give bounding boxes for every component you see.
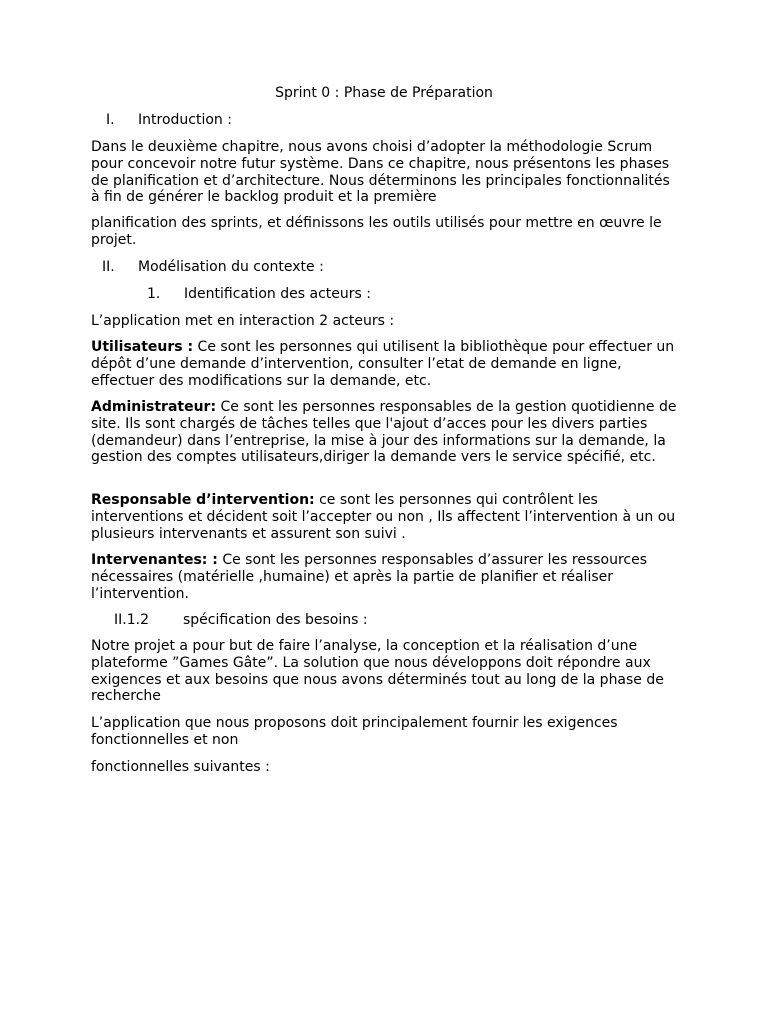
heading-label: spécification des besoins :	[183, 612, 368, 628]
actor-text: ce sont les personnes qui contrôlent les interventions et décident soit l’accepter ou non , Ils affectent l’intervention à un ou plusieurs intervenants et assurent son suivi .	[91, 492, 676, 542]
heading-number: 1.	[147, 286, 161, 302]
heading-introduction	[106, 112, 232, 129]
actor-description	[91, 492, 679, 542]
paragraph-spec-3: fonctionnelles suivantes :	[91, 759, 270, 775]
paragraph-intro-2: planification des sprints, et définissons les outils utilisés pour mettre en œuvre le projet.	[91, 215, 662, 248]
paragraph-actors-intro: L’application met en interaction 2 acteurs :	[91, 313, 395, 329]
actor-description	[91, 552, 679, 602]
heading-specification-besoins	[114, 612, 368, 629]
heading-label: Identification des acteurs :	[184, 286, 371, 302]
heading-modelisation	[102, 259, 324, 276]
actor-term: Responsable d’intervention:	[91, 492, 315, 508]
actor-term: Utilisateurs :	[91, 339, 194, 355]
actor-description	[91, 339, 679, 389]
actor-term: Intervenantes: :	[91, 552, 218, 568]
actor-term: Administrateur:	[91, 399, 217, 415]
document-title: Sprint 0 : Phase de Préparation	[275, 85, 493, 101]
heading-number: I.	[106, 112, 115, 128]
actor-text: Ce sont les personnes qui utilisent la bibliothèque pour effectuer un dépôt d’une demande d’intervention, consulter l’etat de demande en ligne, effectuer des modifications sur la demande, etc.	[91, 339, 675, 389]
paragraph-spec-2: L’application que nous proposons doit principalement fournir les exigences fonctionnelles et non	[91, 715, 618, 748]
paragraph-spec-1: Notre projet a pour but de faire l’analyse, la conception et la réalisation d’une plateforme ”Games Gâte”. La solution que nous développons doit répondre aux exigences et aux besoins que nous avons déterminés tout au long de la phase de recherche	[91, 638, 664, 705]
heading-identification-acteurs	[147, 286, 371, 303]
paragraph-intro-1: Dans le deuxième chapitre, nous avons choisi d’adopter la méthodologie Scrum pour concevoir notre futur système. Dans ce chapitre, nous présentons les phases de planification et d’architecture. Nous déterminons les principales fonctionnalités à fin de générer le backlog produit et la première	[91, 139, 670, 206]
heading-label: Modélisation du contexte :	[138, 259, 324, 275]
heading-number: II.	[102, 259, 115, 275]
heading-number: II.1.2	[114, 612, 149, 628]
actor-description	[91, 399, 679, 466]
actor-text: Ce sont les personnes responsables de la gestion quotidienne de site. Ils sont chargés de tâches telles que l'ajout d’acces pour les divers parties (demandeur) dans l’entreprise, la mise à jour des informations sur la demande, la gestion des comptes utilisateurs,diriger la demande vers le service spécifié, etc.	[91, 399, 677, 466]
actor-text: Ce sont les personnes responsables d’assurer les ressources nécessaires (matérielle ,humaine) et après la partie de planifier et réaliser l’intervention.	[91, 552, 648, 602]
heading-label: Introduction :	[138, 112, 232, 128]
